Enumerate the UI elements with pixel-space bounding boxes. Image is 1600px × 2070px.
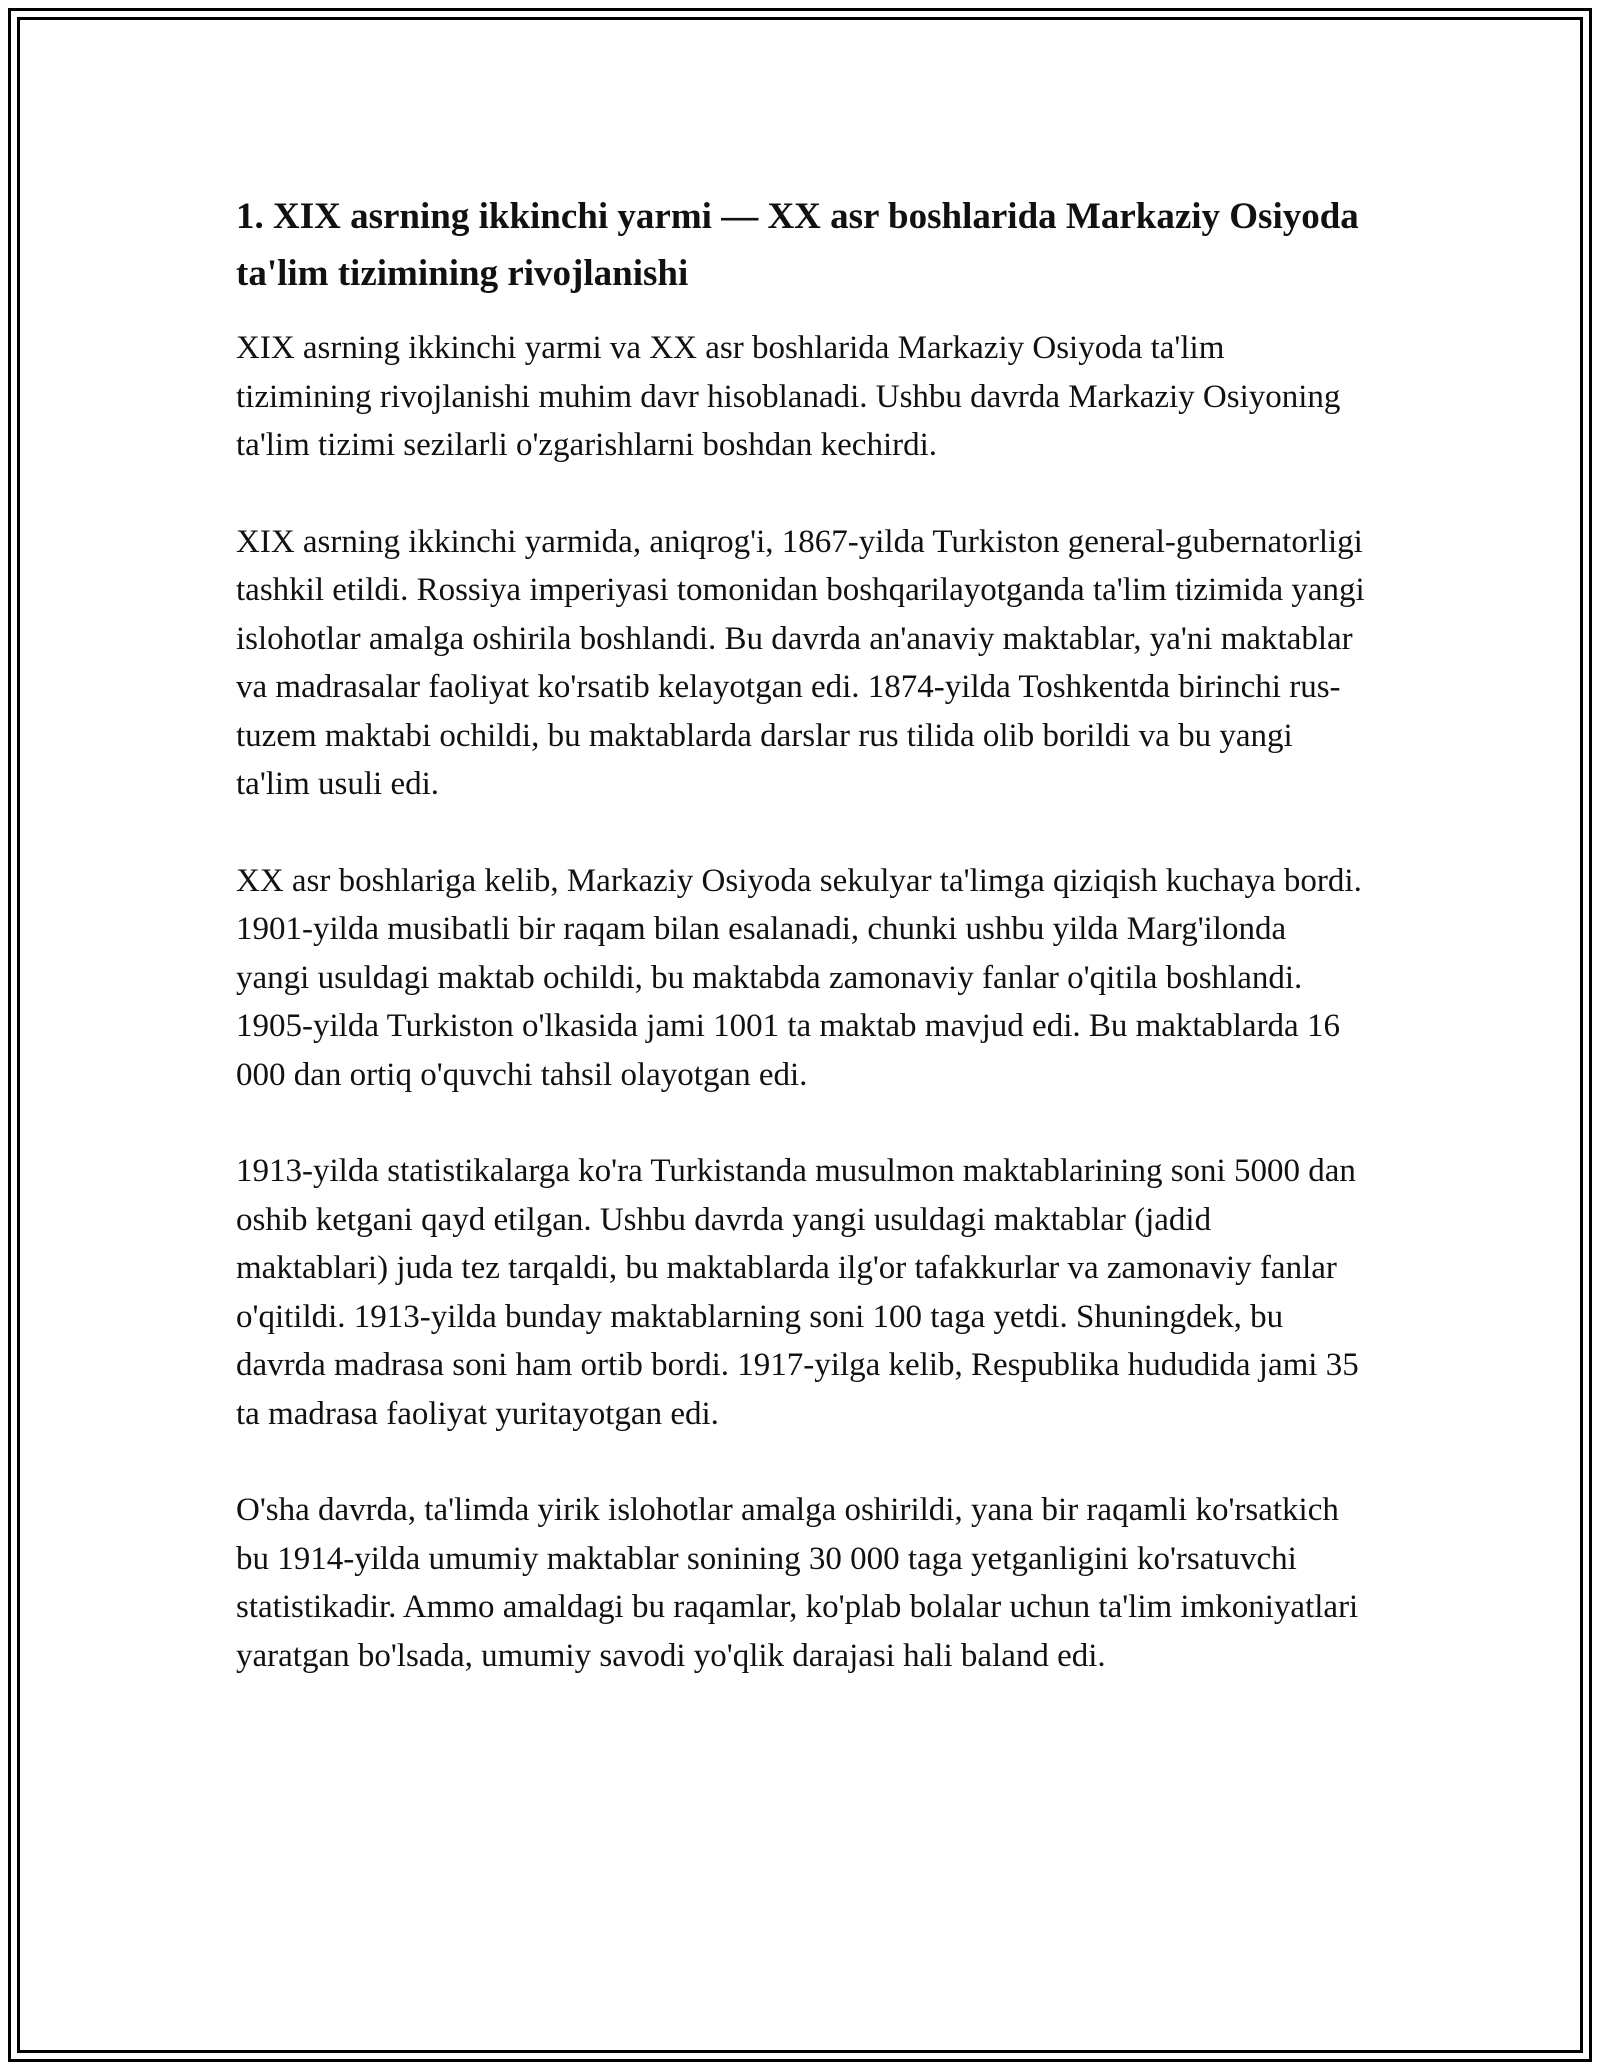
paragraph-1: XIX asrning ikkinchi yarmi va XX asr boshlarida Markaziy Osiyoda ta'lim tizimining rivojlanishi muhim davr hisoblanadi. Ushbu davrda Markaziy Osiyoning ta'lim tizimi sezilarli o'zgarishlarni boshdan kechirdi. [236, 330, 1341, 463]
paragraph-5: O'sha davrda, ta'limda yirik islohotlar amalga oshirildi, yana bir raqamli ko'rsatkich bu 1914-yilda umumiy maktablar sonining 30 000 taga yetganligini ko'rsatuvchi statistikadir. Ammo amaldagi bu raqamlar, ko'plab bolalar uchun ta'lim imkoniyatlari yaratgan bo'lsada, umumiy savodi yo'qlik darajasi hali baland edi. [236, 1492, 1359, 1674]
paragraph-4: 1913-yilda statistikalarga ko'ra Turkistanda musulmon maktablarining soni 5000 dan oshib ketgani qayd etilgan. Ushbu davrda yangi usuldagi maktablar (jadid maktablari) juda tez tarqaldi, bu maktablarda ilg'or tafakkurlar va zamonaviy fanlar o'qitildi. 1913-yilda bunday maktablarning soni 100 taga yetdi. Shuningdek, bu davrda madrasa soni ham ortib bordi. 1917-yilga kelib, Respublika hududida jami 35 ta madrasa faoliyat yuritayotgan edi. [236, 1153, 1359, 1432]
paragraph-2: XIX asrning ikkinchi yarmida, aniqrog'i, 1867-yilda Turkiston general-gubernatorligi tashkil etildi. Rossiya imperiyasi tomonidan boshqarilayotganda ta'lim tizimida yangi islohotlar amalga oshirila boshlandi. Bu davrda an'anaviy maktablar, ya'ni maktablar va madrasalar faoliyat ko'rsatib kelayotgan edi. 1874-yilda Toshkentda birinchi rus-tuzem maktabi ochildi, bu maktablarda darslar rus tilida olib borildi va bu yangi ta'lim usuli edi. [236, 523, 1365, 802]
document-body [236, 188, 1366, 1728]
paragraph-3: XX asr boshlariga kelib, Markaziy Osiyoda sekulyar ta'limga qiziqish kuchaya bordi. 1901-yilda musibatli bir raqam bilan esalanadi, chunki ushbu yilda Marg'ilonda yangi usuldagi maktab ochildi, bu maktabda zamonaviy fanlar o'qitila boshlandi. 1905-yilda Turkiston o'lkasida jami 1001 ta maktab mavjud edi. Bu maktablarda 16 000 dan ortiq o'quvchi tahsil olayotgan edi. [236, 862, 1362, 1093]
document-title: 1. XIX asrning ikkinchi yarmi — XX asr boshlarida Markaziy Osiyoda ta'lim tizimining rivojlanishi [236, 196, 1359, 294]
